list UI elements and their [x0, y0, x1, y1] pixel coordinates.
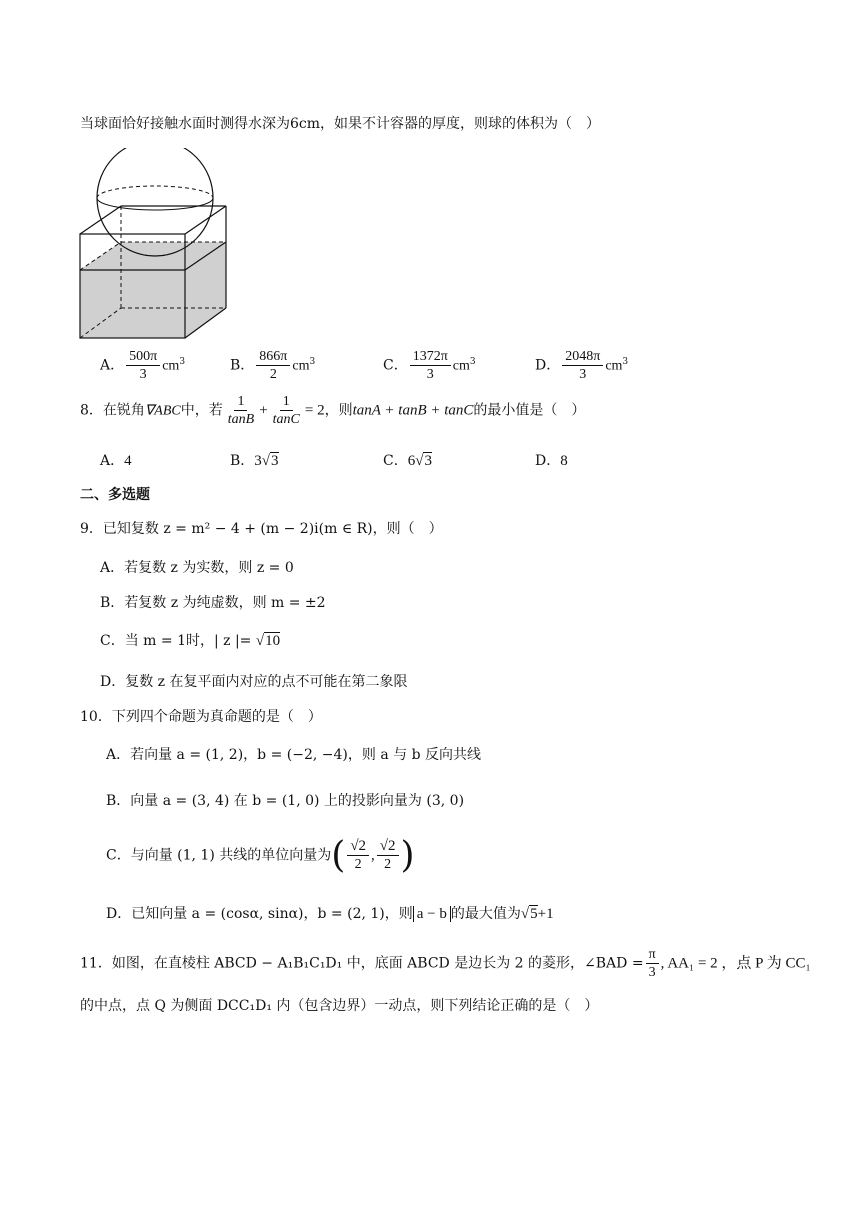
question-11-stem-line2: 的中点，点 Q 为侧面 DCC₁D₁ 内（包含边界）一动点，则下列结论正确的是（ ）	[80, 998, 599, 1014]
q7-option-a[interactable]: A． $\frac{500\pi}{3}$ $cm^3$	[100, 349, 186, 382]
q9-option-b[interactable]: B．若复数 z 为纯虚数，则 m = ±2	[100, 595, 326, 611]
sphere-equator	[97, 198, 213, 210]
q8-option-c[interactable]: C．6√3	[383, 453, 432, 469]
q7-option-d[interactable]: D． $\frac{2048\pi}{3}$ $cm^3$	[535, 349, 629, 382]
q7-option-b[interactable]: B． $\frac{866\pi}{2}$ $cm^3$	[230, 349, 316, 382]
question-7-stem: 当球面恰好接触水面时测得水深为6cm，如果不计容器的厚度，则球的体积为（ ）	[80, 116, 601, 132]
q10-option-a[interactable]: A．若向量 a = (1, 2)，b = (−2, −4)，则 a 与 b 反向共线	[106, 747, 481, 763]
water-front-face	[80, 270, 185, 338]
section-title: 二、多选题	[80, 487, 150, 503]
question-10-stem: 10．下列四个命题为真命题的是（ ）	[80, 709, 322, 725]
question-8-stem: 8．在锐角∇ABC中，若 $\frac{1}{\tan B}$ + $\frac{1}{\tan C}$ = 2，则tanA + tanB + tanC的最小值是（ ）	[80, 394, 586, 427]
q7-option-c[interactable]: C． $\frac{1372\pi}{3}$ $cm^3$	[383, 349, 476, 382]
q8-option-b[interactable]: B．3√3	[230, 453, 279, 469]
question-11-stem-line1: 11．如图，在直棱柱 ABCD − A₁B₁C₁D₁ 中，底面 ABCD 是边长为 2 的菱形，∠BAD = $\frac{\pi}{3}$ , AA₁ = 2 ，点 P 为 CC₁	[80, 947, 811, 980]
q10-option-d[interactable]: D．已知向量 a = (cosα, sinα)，b = (2, 1)，则 a − b 的最大值为√5+1	[106, 906, 554, 922]
q10-option-b[interactable]: B．向量 a = (3, 4) 在 b = (1, 0) 上的投影向量为 (3, 0)	[106, 793, 465, 809]
question-9-stem: 9．已知复数 z = m² − 4 + (m − 2)i(m ∈ R)，则（ ）	[80, 521, 443, 537]
q10-option-c[interactable]: C．与向量 (1, 1) 共线的单位向量为( $\frac{√2}{2}$ , $\frac{√2}{2}$ )	[106, 835, 415, 876]
sphere-container-figure	[76, 148, 236, 342]
q9-option-d[interactable]: D．复数 z 在复平面内对应的点不可能在第二象限	[100, 674, 408, 690]
q8-option-a[interactable]: A．4	[100, 453, 132, 469]
sphere	[97, 148, 213, 256]
q9-option-a[interactable]: A．若复数 z 为实数，则 z = 0	[100, 560, 294, 576]
q9-option-c[interactable]: C．当 m = 1时，| z |= √10	[100, 633, 281, 649]
q8-option-d[interactable]: D．8	[535, 453, 568, 469]
